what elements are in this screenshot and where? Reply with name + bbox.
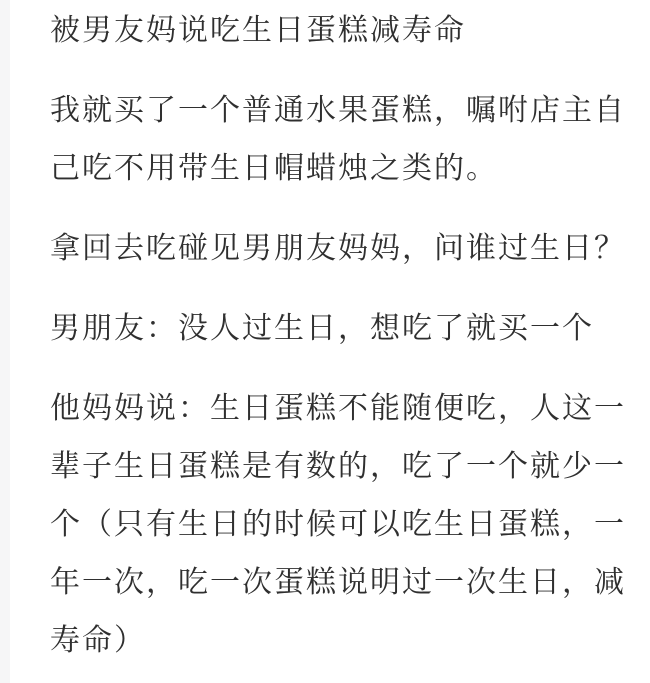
post-paragraph: 男朋友：没人过生日，想吃了就买一个 [50,312,594,345]
post-paragraph: 拿回去吃碰见男朋友妈妈，问谁过生日？ [50,232,626,265]
post-content [50,2,628,683]
post-paragraph: 他妈妈说：生日蛋糕不能随便吃，人这一辈子生日蛋糕是有数的，吃了一个就少一个（只有生日的时候可以吃生日蛋糕，一年一次，吃一次蛋糕说明过一次生日，减寿命） [50,392,626,657]
post-title: 被男友妈说吃生日蛋糕减寿命 [50,14,466,47]
page-edge-strip [0,0,10,683]
post-paragraph: 我就买了一个普通水果蛋糕，嘱咐店主自己吃不用带生日帽蜡烛之类的。 [50,94,626,185]
